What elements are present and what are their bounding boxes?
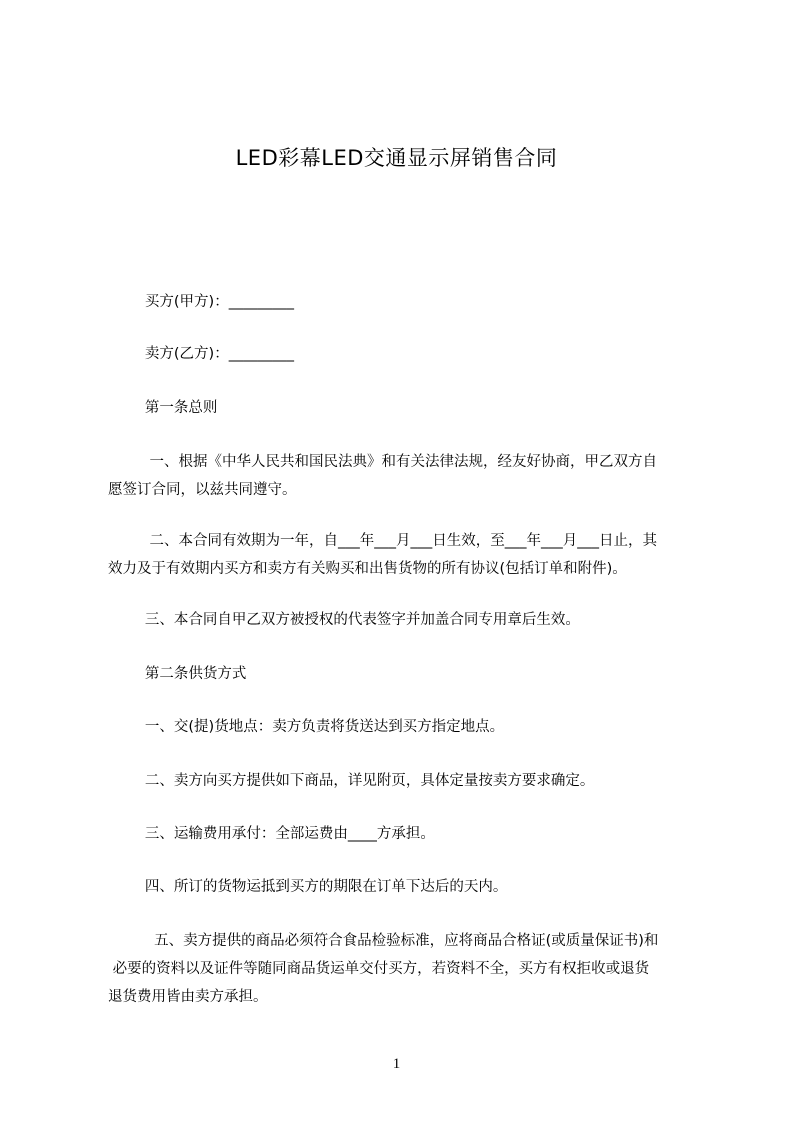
page-number: 1 <box>392 1056 401 1072</box>
article-2-clause-4: 四、所订的货物运抵到买方的期限在订单下达后的天内。 <box>108 879 508 895</box>
article-1-clause-1: 一、根据《中华人民共和国民法典》和有关法律法规，经友好协商，甲乙双方自 愿签订合同，以兹共同遵守。 <box>108 454 657 498</box>
article-1-clause-3: 三、本合同自甲乙双方被授权的代表签字并加盖合同专用章后生效。 <box>108 612 580 628</box>
article-2-clause-1: 一、交(提)货地点：卖方负责将货送达到买方指定地点。 <box>108 719 505 735</box>
buyer-line: 买方(甲方)：_________ <box>108 294 294 310</box>
article-2-clause-3: 三、运输费用承付：全部运费由____方承担。 <box>108 826 435 842</box>
article-1-heading: 第一条总则 <box>108 400 218 416</box>
article-2-clause-2: 二、卖方向买方提供如下商品，详见附页，具体定量按卖方要求确定。 <box>108 773 595 789</box>
article-2-heading: 第二条供货方式 <box>108 666 247 682</box>
seller-line: 卖方(乙方)：_________ <box>108 346 294 362</box>
article-2-clause-5: 五、卖方提供的商品必须符合食品检验标准，应将商品合格证(或质量保证书)和 必要的资料以及证件等随同商品货运单交付买方，若资料不全，买方有权拒收或退货 退货费用皆由卖方承担。 <box>108 933 659 1005</box>
article-1-clause-2: 二、本合同有效期为一年，自___年___月___日生效，至___年___月___日止，其 效力及于有效期内买方和卖方有关购买和出售货物的所有协议(包括订单和附件)。 <box>108 533 657 577</box>
document-title: LED彩幕LED交通显示屏销售合同 <box>235 146 558 170</box>
